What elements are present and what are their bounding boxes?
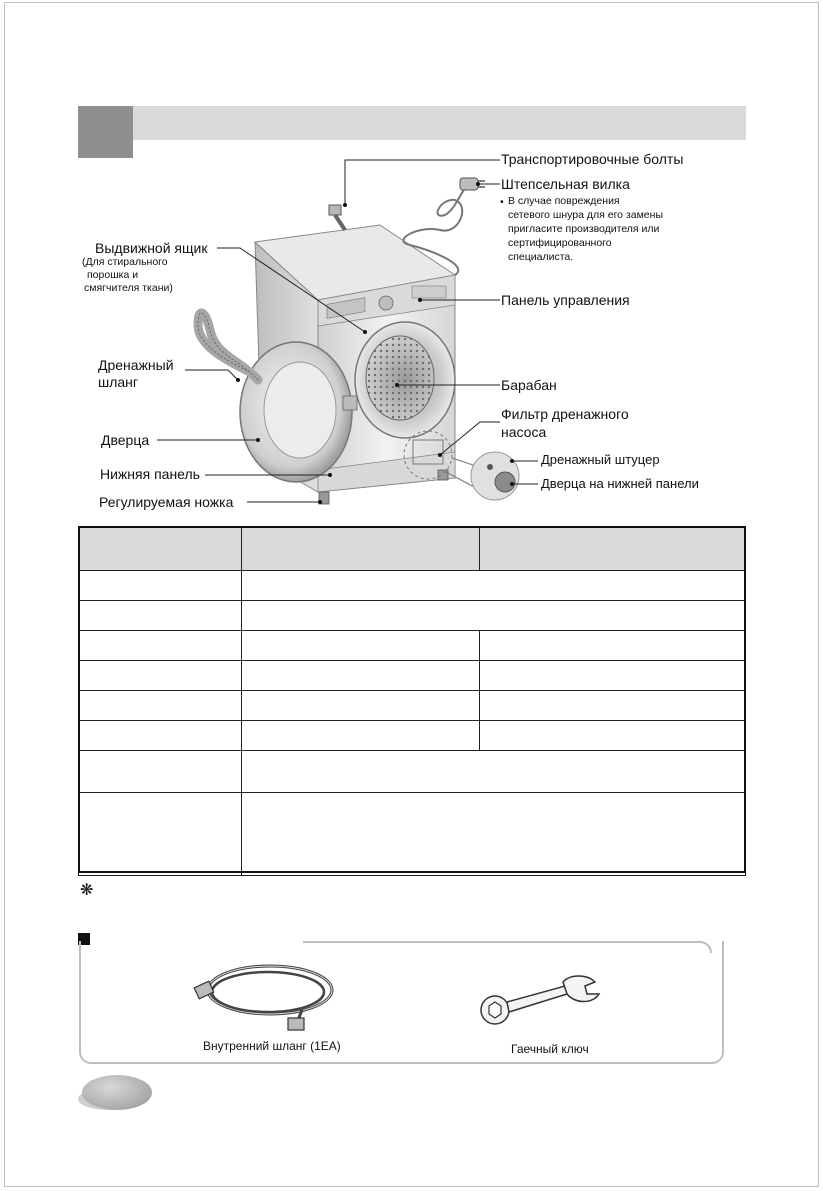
label-drawer: Выдвижной ящик (95, 240, 208, 256)
table-cell (480, 691, 746, 721)
table-row (79, 793, 746, 876)
accessory-label-wrench: Гаечный ключ (511, 1042, 589, 1056)
inlet-hose-icon (190, 958, 350, 1036)
label-pump-filter-line-1: Фильтр дренажного (501, 406, 629, 422)
table-header-cell (480, 527, 746, 571)
label-plug: Штепсельная вилка (501, 176, 630, 192)
table-row (79, 631, 746, 661)
accessory-label-hose: Внутренний шланг (1EA) (203, 1039, 341, 1053)
table-row (79, 601, 746, 631)
drawer-note-line-3: смягчителя ткани) (84, 282, 173, 294)
label-door: Дверца (101, 432, 150, 448)
table-row (79, 751, 746, 793)
drawer-note-line-1: (Для стирального (82, 256, 168, 268)
page-badge (82, 1075, 152, 1110)
table-cell (79, 793, 242, 876)
table-cell (79, 601, 242, 631)
table-cell (241, 631, 480, 661)
table-row (79, 691, 746, 721)
table-cell (79, 571, 242, 601)
spec-table (78, 526, 746, 876)
plug-note-line-4: сертифицированного (508, 237, 612, 249)
table-cell (241, 751, 745, 793)
accessories-box-top (303, 941, 712, 953)
table-cell (79, 691, 242, 721)
table-cell (480, 631, 746, 661)
plug-note-line-3: пригласите производителя или (508, 223, 660, 235)
label-drain-hose-line-1: Дренажный (98, 357, 174, 373)
label-pump-filter-line-2: насоса (501, 424, 547, 440)
label-drain-hose-line-2: шланг (98, 374, 139, 390)
label-lower-panel: Нижняя панель (100, 466, 200, 482)
table-row (79, 721, 746, 751)
table-header-cell (241, 527, 480, 571)
table-cell (241, 793, 745, 876)
label-transport-bolts: Транспортировочные болты (501, 151, 684, 167)
table-cell (480, 721, 746, 751)
table-cell (79, 661, 242, 691)
plug-note-line-1: В случае повреждения (508, 195, 620, 207)
label-lower-panel-door: Дверца на нижней панели (541, 476, 699, 491)
drawer-note-line-2: порошка и (87, 269, 139, 281)
table-cell (480, 661, 746, 691)
transport-bolt-icon (329, 205, 345, 230)
table-cell (241, 571, 745, 601)
table-row (79, 571, 746, 601)
plug-note-line-2: сетевого шнура для его замены (508, 209, 663, 221)
table-cell (79, 721, 242, 751)
table-cell (241, 661, 480, 691)
table-cell (79, 751, 242, 793)
label-drum: Барабан (501, 377, 557, 393)
table-row (79, 661, 746, 691)
drum (366, 336, 434, 420)
table-cell (241, 601, 745, 631)
table-cell (79, 631, 242, 661)
plug-note-bullet: • (500, 196, 504, 208)
note-symbol: ❋ (80, 882, 94, 899)
table-cell (241, 721, 480, 751)
table-cell (241, 691, 480, 721)
label-drain-nozzle: Дренажный штуцер (541, 452, 660, 467)
table-header-cell (79, 527, 242, 571)
accessories-box (79, 941, 724, 1064)
plug-note-line-5: специалиста. (508, 251, 574, 263)
table-header-row (79, 527, 746, 571)
wrench-icon (475, 972, 605, 1028)
label-control-panel: Панель управления (501, 292, 630, 308)
label-adjustable-foot: Регулируемая ножка (99, 494, 234, 510)
